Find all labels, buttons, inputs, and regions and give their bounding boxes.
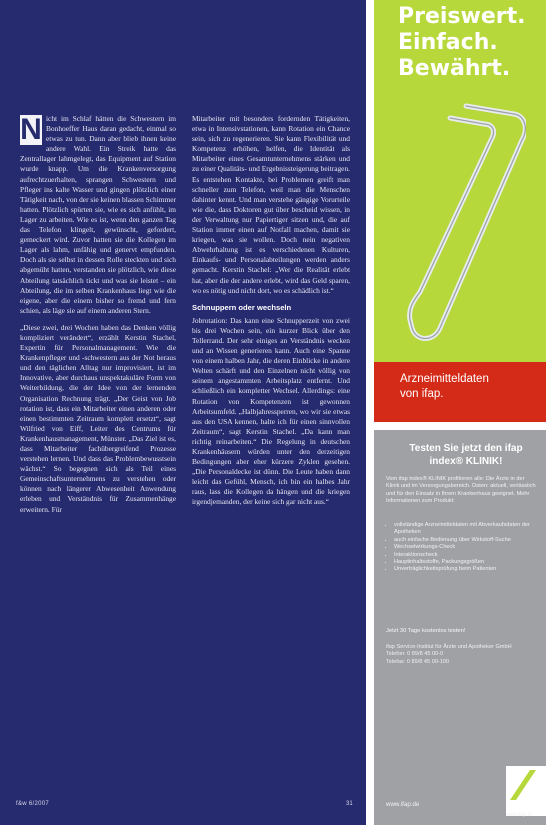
section-subheading: Schnuppern oder wechseln xyxy=(192,302,292,312)
article-column-2 xyxy=(192,114,350,515)
ifap-logo-url: www.ifap.de xyxy=(506,812,533,818)
ad-contact-line: ifap Service-Institut für Ärzte und Apotheker GmbH xyxy=(386,644,512,650)
drop-cap: N xyxy=(20,113,42,146)
article-column-1 xyxy=(20,114,176,522)
article-paragraph: Mitarbeiter mit besonders fordernden Tätigkeiten, etwa in Intensivstationen, kann Rotation ein Chance sein, sich zu regenerieren. Sie kann Flexibilität und Kompetenz erhöhen, helfen, die Identität als Mitarbeiter eines Gesamtunternehmens stärken und zu einer Qualitäts- und Ergebnissteigerung beitragen. Es entstehen Kontakte, bei Problemen greift man schneller zum Telefon, weil man die Menschen dahinter kennt. Und man verstehe gängige Vorurteile wie die, dass Doktoren gut über bescheid wissen, in der Verwaltung nur Papiertiger sitzen und, die auf Station immer einen auf Notfall machen, damit sie kriegen, was sie wollen. Doch nein negativen Abwehrhaltung ist es verschiedenen Kulturen, Einkaufs- und Personalabteilungen werden anders gemacht. Kerstin Stachel: „Wer die Realität erlebt hat, aber die der andere erlebt, wird das Geld sparen, wo es nötig und nicht dort, wo es schädlich ist.“ xyxy=(192,114,350,295)
ad-contact-line: Telefax: 0 89/8 45 00-100 xyxy=(386,658,450,665)
paragraph-text: icht im Schlaf hätten die Schwestern im Bonhoeffer Haus daran gedacht, einmal so etwas zu tun. Dann aber blieb ihnen keine andere Wahl. Ein Streik hatte das Zentrallager lahmgelegt, das Equipment auf Station wurde knapp. Um die Krankenversorgung aufrechtzuerhalten, sprangen Schwestern und Pfleger ins kalte Wasser und gingen plötzlich einer Tätigkeit nach, von der sie keinen blassen Schimmer hatten. Plötzlich spürten sie, wie es sich anfühlt, im Lager zu arbeiten. Wie es ist, wenn den ganzen Tag das Telefon klingelt, gewünscht, gefordert, gemeckert wird. Zuvor hatten sie die Kollegen im Lager als lahm, unfähig und genervt empfunden. Doch als sie selbst in dessen Rolle steckten und sich abgemüht hatten, verstanden sie plötzlich, wie diese Abteilung tatsächlich tickt und was sie leistet – ein Abteilung, die im selben Krankenhaus liegt wie die eigene, aber die einem bisher so fremd und fern schien, als läge sie auf einem anderen Stern. xyxy=(20,114,176,315)
ad-grey-panel xyxy=(374,430,546,825)
advertisement xyxy=(370,0,556,825)
ad-red-text xyxy=(400,372,489,402)
list-item: • vollständige Arzneimitteldaten mit Abverkaufsdaten der Apotheken xyxy=(394,522,546,537)
ad-headline xyxy=(398,4,526,82)
ad-feature-list xyxy=(386,522,546,574)
list-item: • Hauptinhaltsstoffe, Packungsgrößen xyxy=(394,559,546,566)
list-item: • Wechselwirkungs-Check xyxy=(394,544,546,551)
ad-green-panel xyxy=(374,0,546,362)
paperclip-icon xyxy=(396,96,526,346)
ad-trial-offer: Jetzt 30 Tage kostenlos testen! xyxy=(386,628,466,634)
ad-intro-text: Vom ifap index® KLINIK profitieren alle: Die Ärzte in der Klinik und im Versorgungsbereich. Daten: aktuell, verlässlich und für den Einsatz in Ihrem Krankenhaus geeignet. Mehr Informationen zum Produkt: xyxy=(386,476,536,505)
ad-contact xyxy=(386,644,536,666)
article-paragraph: „Diese zwei, drei Wochen haben das Denken völlig kompliziert verändert“, erzählt Kerstin Stachel, Expertin für Personalmanagement. Wie die Krankenpfleger und -schwestern aus der Not heraus und den täglichen Alltag nur improvisiert, ist im Innovative, aber durchaus unspektakuläre Form von Weiterbildung, die der Idee von der lernenden Organisation Rechnung trägt. „Der Geist von Job rotation ist, dass ein Mitarbeiter einen anderen oder einen bestimmten Zeitraum komplett ersetzt“, sagt Wilfried von Eiff, Leiter des Centrums für Krankenhausmanagement, Münster. „Das Ziel ist es, dass Mitarbeiter fachübergreifend Prozesse verstehen lernen. Und dass das Problembewusstsein wächst.“ So begegnen sich als Teil eines Gemeinschaftsunternehmens zu verstehen oder können nach längerer Abwesenheit Anwendung erleben und Verständnis für Zusammenhänge erweitern. Für xyxy=(20,322,176,514)
ad-red-line: von ifap. xyxy=(400,388,444,400)
page-number: 31 xyxy=(346,801,353,807)
footer-issue: f&w 6/2007 xyxy=(16,801,50,807)
ad-contact-line: Telefon: 0 89/8 45 00-0 xyxy=(386,651,444,658)
ad-headline-line: Einfach. xyxy=(398,30,498,55)
ad-red-banner xyxy=(374,362,546,422)
article-paragraph: Jobrotation: Das kann eine Schnupperzeit von zwei bis drei Wochen sein, ein kurzer Blick über den Tellerrand. Der sehr einiges an Verständnis wecken und an Wissen generieren kann. Auch eine Spanne von einem halben Jahr, die deren Einblicke in andere Welten schärft und den Einzelnen nicht völlig von seinem angestammten Arbeitsplatz entfernt. Und schließlich ein kompletter Wechsel. Allerdings: eine Rotation von Kompetenzen ist gewonnen Arbeitsumfeld. „Halbjahressperren, wo wir sie etwas aus den USA kennen, halte ich für einen sinnvollen Zeitraum“, sagt Kerstin Stachel. „Da kann man richtig reinarbeiten.“ Die Regelung in deutschen Krankenhäusern würden unter den derzeitigen Bedingungen aber eher kürzere Zyklen gesehen. „Die Personaldecke ist dünn. Die Leute haben dann leicht das Gefühl, Mensch, ich bin ein halbes Jahr raus, lass die Kollegen da hängen und die kriegen irgendjemanden, der keine sich gar nicht aus.“ xyxy=(192,315,350,507)
list-item: • Unverträglichkeitsprüfung beim Patienten xyxy=(394,566,546,573)
list-item: • Interaktionscheck xyxy=(394,552,546,559)
ad-red-line: Arzneimitteldaten xyxy=(400,373,489,385)
ad-website: www.ifap.de xyxy=(386,801,420,808)
article-paragraph xyxy=(20,114,176,316)
ad-offer-heading: Testen Sie jetzt den ifap index® KLINIK! xyxy=(409,443,523,467)
ad-headline-line: Bewährt. xyxy=(398,56,511,81)
ad-headline-line: Preiswert. xyxy=(398,4,526,29)
list-item: • auch einfache Bedienung über Wirkstoff-Suche xyxy=(394,537,546,544)
ifap-logo-text: ifap xyxy=(524,802,539,811)
